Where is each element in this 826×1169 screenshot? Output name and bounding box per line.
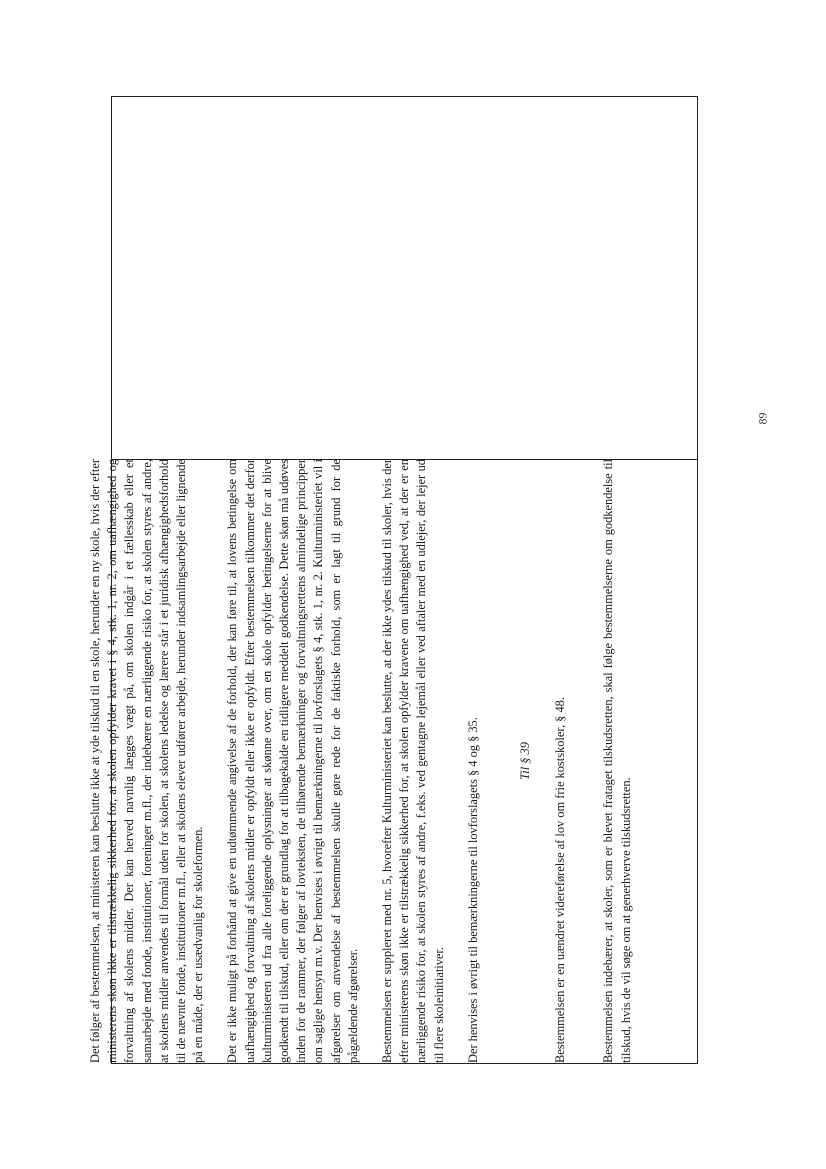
spacer — [499, 459, 513, 1063]
spacer — [586, 459, 600, 1063]
paragraph-5: Bestemmelsen er en uændret videreførelse af lov om frie kostskoler, § 48. — [553, 697, 568, 1063]
rotated-text-block — [87, 459, 705, 1063]
paragraph-6: Bestemmelsen indebærer, at skoler, som er blevet frataget tilskudsretten, skal følge bestemmelserne om godkendelse til tilskud, hvis de vil søge om at generhverve tilskudsretten. — [601, 459, 633, 1063]
paragraph-2: Det er ikke muligt på forhånd at give en udtømmende angivelse af de forhold, der kan føre til, at lovens betingelse om uafhængighed og forvaltning af skolens midler er opfyldt eller ikke er opfyldt. Efter bestemmelsen tilkommer det derfor kulturministeren ud fra alle foreliggende oplysninger at skønne over, om en skole opfylder betingelserne for at blive godkendt til tilskud, eller om der er grundlag for at tilbagekalde en tidligere meddelt godkendelse. Dette skøn må udøves inden for de rammer, der følger af lovteksten, de tilhørende bemærkninger og forvaltningsrettens almindelige principper om saglige hensyn m.v. Der henvises i øvrigt til bemærkningerne til lovforslagets § 4, stk. 1, nr. 2. Kulturministeriet vil i afgørelser om anvendelse af bestemmelsen skulle gøre rede for de faktiske forhold, som er lagt til grund for de pågældende afgørelser. — [225, 459, 360, 1063]
paragraph-1: Det følger af bestemmelsen, at ministeren kan beslutte ikke at yde tilskud til en skole, herunder en ny skole, hvis der efter ministerens skøn ikke er tilstrækkelig sikkerhed for, at skolen opfylder kravet i § 4, stk. 1, nr. 2, om uafhængighed og forvaltning af skolens midler. Der kan herved navnlig lægges vægt på, om skolen indgår i et fællesskab eller et samarbejde med fonde, institutioner, foreninger m.fl., der indebærer en nærliggende risiko for, at skolen styres af andre, at skolens midler anvendes til formål uden for skolen, at skolens ledelse og lærere står i et juridisk afhængighedsforhold til de nævnte fonde, institutioner m.fl., eller at skolens elever udfører arbejde, herunder indsamlingsarbejde eller lignende på en måde, der er usædvanlig for skoleformen. — [88, 459, 206, 1063]
paragraph-4: Der henvises i øvrigt til bemærkningerne til lovforslagets § 4 og § 35. — [465, 717, 480, 1063]
paragraph-3: Bestemmelsen er suppleret med nr. 5, hvorefter Kulturministeriet kan beslutte, at der ikke ydes tilskud til skoler, hvis der efter ministerens skøn ikke er tilstrækkelig sikkerhed for, at skolen opfylder kravene om uafhængighed ved, at der er en nærliggende risiko for, at skolen styres af andre, f.eks. ved gentagne lejemål eller ved aftaler med en udlejer, der lejer ud til flere skoleinitiativer. — [380, 459, 446, 1063]
section-heading: Til § 39 — [518, 742, 533, 780]
page-number: 89 — [755, 412, 770, 425]
